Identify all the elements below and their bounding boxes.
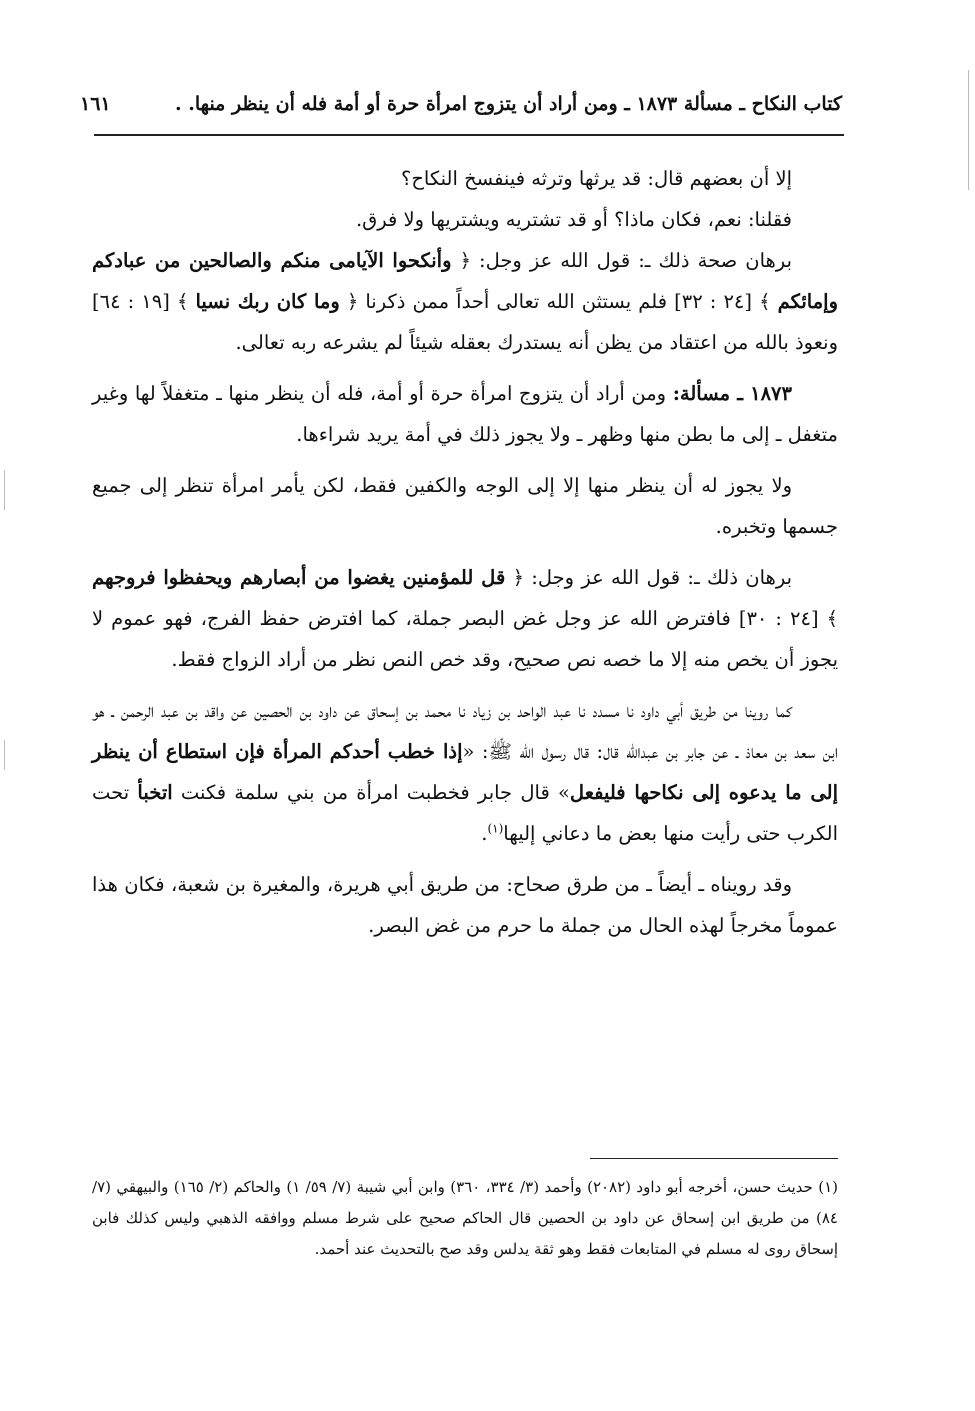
paragraph-2-part-a: برهان صحة ذلك ـ: قول الله عز وجل: ﴿ bbox=[459, 249, 792, 272]
paragraph-6-part-b: » قال جابر فخطبت امرأة من بني سلمة فكنت bbox=[180, 781, 570, 804]
paragraph-5 bbox=[92, 557, 838, 680]
paragraph-6-part-a: كما روينا من طريق أبي داود نا مسدد نا عبد الواحد بن زياد نا محمد بن إسحاق عن داود بن الحصين عن واقد بن عبد الرحمن ـ هو ابن سعد بن معاذ ـ عن جابر بن عبدالله قال: قال رسول الله ﷺ: « bbox=[92, 699, 838, 763]
paragraph-2-part-b: ﴾ [٢٤ : ٣٢] فلم يستثن الله تعالى أحداً ممن ذكرنا ﴿ bbox=[346, 290, 771, 313]
hadith-text: إذا خطب أحدكم المرأة فإن استطاع أن ينظر إلى ما يدعوه إلى نكاحها فليفعل bbox=[92, 740, 839, 804]
footnotes bbox=[92, 1172, 838, 1265]
footnote-rule bbox=[590, 1158, 838, 1159]
masala-text: ومن أراد أن يتزوج امرأة حرة أو أمة، فله أن ينظر منها ـ متغفلاً لها وغير متغفل ـ إلى ما بطن منها وظهر ـ ولا يجوز ذلك في أمة يريد شراءها. bbox=[92, 382, 838, 446]
masala-number: ١٨٧٣ ـ مسألة: bbox=[672, 382, 793, 405]
footnote-reference: (١) bbox=[487, 821, 504, 836]
running-header bbox=[80, 84, 842, 124]
paragraph-4: ولا يجوز له أن ينظر منها إلا إلى الوجه والكفين فقط، لكن يأمر امرأة تنظر إلى جميع جسمها وتخبره. bbox=[92, 474, 838, 538]
paragraph-6-bold-word: اتخبأ bbox=[137, 781, 173, 804]
quran-verse-1: وأنكحوا الآيامى منكم والصالحين من عبادكم وإمائكم bbox=[92, 249, 839, 313]
footnote-1: (١) حديث حسن، أخرجه أبو داود (٢٠٨٢) وأحمد (٣/ ٣٣٤، ٣٦٠) وابن أبي شيبة (٧/ ٥٩/ ١) والحاكم (٢/ ١٦٥) والبيهقي (٧/ ٨٤) من طريق ابن إسحاق عن داود بن الحصين قال الحاكم صحيح على شرط مسلم ووافقه الذهبي وليس كذلك فابن إسحاق روى له مسلم في المتابعات فقط وهو ثقة يدلس وقد صح بالتحديث عند أحمد. bbox=[92, 1178, 838, 1258]
header-rule bbox=[94, 134, 844, 136]
paragraph-3 bbox=[92, 373, 838, 455]
paragraph-7: وقد رويناه ـ أيضاً ـ من طرق صحاح: من طريق أبي هريرة، والمغيرة بن شعبة، فكان هذا عموماً مخرجاً لهذه الحال من جملة ما حرم من غض البصر. bbox=[92, 873, 838, 937]
paragraph-5-part-a: برهان ذلك ـ: قول الله عز وجل: ﴿ bbox=[512, 566, 793, 589]
quran-verse-3: قل للمؤمنين يغضوا من أبصارهم ويحفظوا فروجهم bbox=[92, 566, 506, 589]
paragraph-5-part-b: ﴾ [٢٤ : ٣٠] فافترض الله عز وجل غض البصر جملة، كما افترض حفظ الفرج، فهو عموم لا يجوز أن يخص منه إلا ما خصه نص صحيح، وقد خص النص نظر من أراد الزواج فقط. bbox=[92, 607, 839, 671]
paragraph-1-line-2: فقلنا: نعم، فكان ماذا؟ أو قد تشتريه ويشتريها ولا فرق. bbox=[355, 208, 792, 231]
paragraph-6-end: . bbox=[481, 822, 488, 845]
paragraph-2-part-c: ﴾ [١٩ : ٦٤] ونعوذ بالله من اعتقاد من يظن أنه يستدرك بعقله شيئاً لم يشرعه ربه تعالى. bbox=[92, 290, 838, 354]
paragraph-2 bbox=[92, 240, 838, 363]
header-title: كتاب النكاح ـ مسألة ١٨٧٣ ـ ومن أراد أن يتزوج امرأة حرة أو أمة فله أن ينظر منها. . bbox=[175, 93, 842, 115]
main-text bbox=[92, 158, 838, 946]
scan-edge-mark-right bbox=[968, 70, 969, 190]
scan-edge-mark-left-1 bbox=[4, 470, 5, 510]
quran-verse-2: وما كان ربك نسيا bbox=[195, 290, 340, 313]
paragraph-1-line-1: إلا أن بعضهم قال: قد يرثها وترثه فينفسخ النكاح؟ bbox=[401, 167, 792, 190]
paragraph-6 bbox=[92, 690, 838, 854]
page-number: ١٦١ bbox=[80, 93, 111, 115]
paragraph-6-part-d: تحت الكرب حتى رأيت منها بعض ما دعاني إليها bbox=[92, 781, 838, 845]
scan-edge-mark-left-2 bbox=[4, 740, 5, 770]
